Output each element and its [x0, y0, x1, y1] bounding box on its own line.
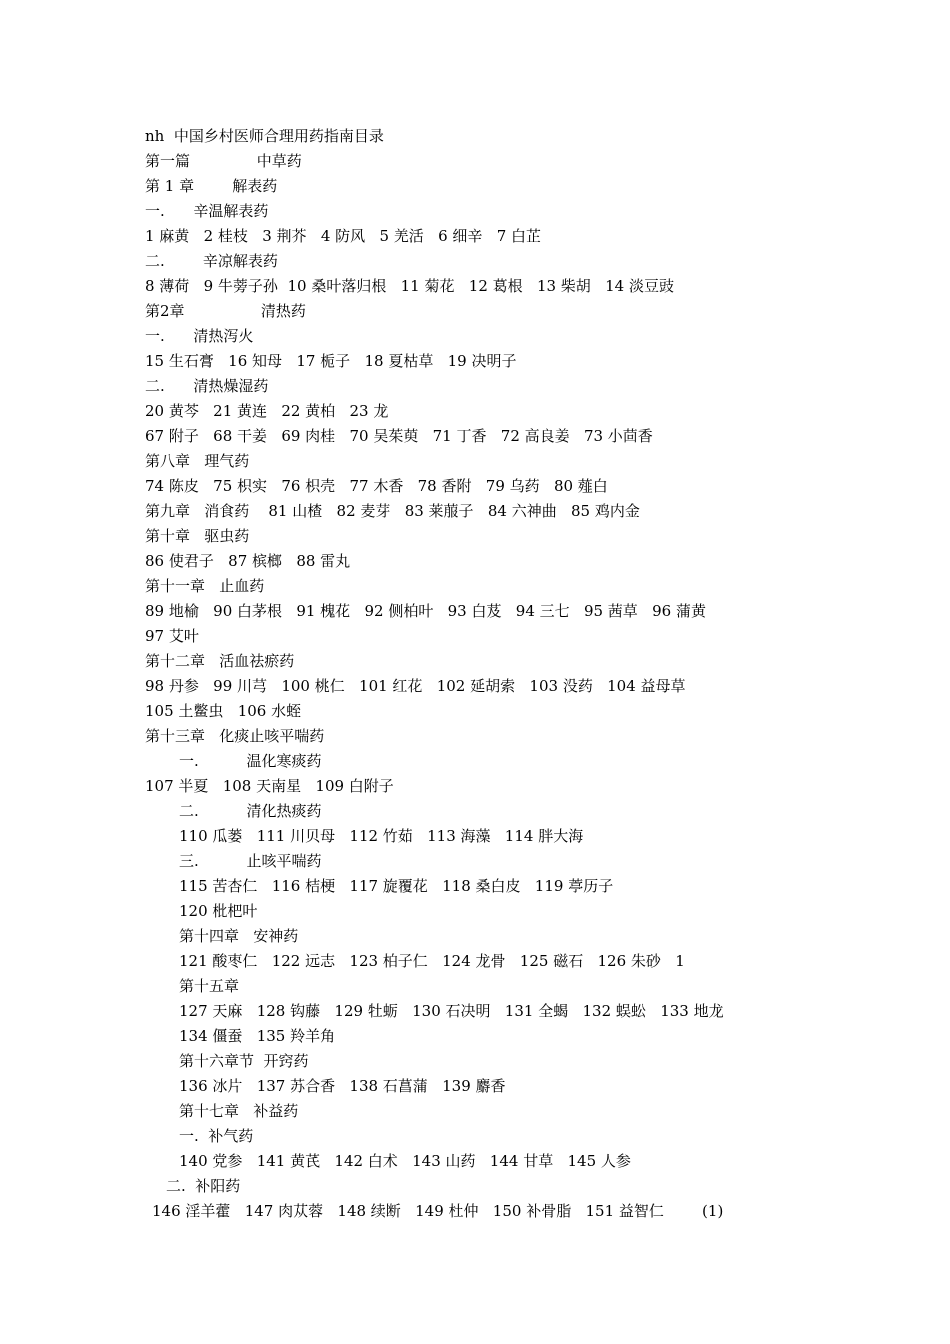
- chapter-heading: 第十二章 活血祛瘀药: [145, 652, 295, 670]
- herb-list-line: 89 地榆 90 白茅根 91 槐花 92 侧柏叶 93 白芨 94 三七 95 茜草 96 蒲黄: [145, 602, 706, 620]
- chapter-heading: 第九章 消食药 81 山楂 82 麦芽 83 莱菔子 84 六神曲 85 鸡内金: [145, 502, 640, 520]
- section-heading: 二. 辛凉解表药: [145, 252, 278, 270]
- document-title: nh 中国乡村医师合理用药指南目录: [145, 127, 384, 145]
- chapter-heading: 第八章 理气药: [145, 452, 250, 470]
- chapter-heading: 第十四章 安神药: [179, 927, 299, 945]
- herb-list-line: 121 酸枣仁 122 远志 123 柏子仁 124 龙骨 125 磁石 126 朱砂 1: [179, 952, 685, 970]
- chapter-heading: 第十三章 化痰止咳平喘药: [145, 727, 325, 745]
- chapter-heading: 第十七章 补益药: [179, 1102, 299, 1120]
- section-heading: 三. 止咳平喘药: [179, 852, 322, 870]
- herb-list-line: 98 丹参 99 川芎 100 桃仁 101 红花 102 延胡索 103 没药 104 益母草: [145, 677, 686, 695]
- herb-list-line: 110 瓜蒌 111 川贝母 112 竹茹 113 海藻 114 胖大海: [179, 827, 584, 845]
- chapter-heading: 第十五章: [179, 977, 240, 995]
- herb-list-line: 67 附子 68 干姜 69 肉桂 70 吴茱萸 71 丁香 72 高良姜 73 小茴香: [145, 427, 653, 445]
- herb-list-line: 146 淫羊藿 147 肉苁蓉 148 续断 149 杜仲 150 补骨脂 151 益智仁 (1): [152, 1202, 724, 1220]
- part-heading: 第一篇 中草药: [145, 152, 302, 170]
- herb-list-line: 8 薄荷 9 牛蒡子孙 10 桑叶落归根 11 菊花 12 葛根 13 柴胡 14 淡豆豉: [145, 277, 674, 295]
- herb-list-line: 120 枇杷叶: [179, 902, 258, 920]
- herb-list-line: 107 半夏 108 天南星 109 白附子: [145, 777, 394, 795]
- section-heading: 二. 清化热痰药: [179, 802, 322, 820]
- herb-list-line: 134 僵蚕 135 羚羊角: [179, 1027, 336, 1045]
- chapter-heading: 第十一章 止血药: [145, 577, 265, 595]
- herb-list-line: 140 党参 141 黄芪 142 白术 143 山药 144 甘草 145 人参: [179, 1152, 631, 1170]
- herb-list-line: 86 使君子 87 槟榔 88 雷丸: [145, 552, 351, 570]
- section-heading: 二. 补阳药: [166, 1177, 241, 1195]
- herb-list-line: 97 艾叶: [145, 627, 199, 645]
- herb-list-line: 136 冰片 137 苏合香 138 石菖蒲 139 麝香: [179, 1077, 506, 1095]
- section-heading: 一. 补气药: [179, 1127, 254, 1145]
- herb-list-line: 115 苦杏仁 116 桔梗 117 旋覆花 118 桑白皮 119 葶历子: [179, 877, 614, 895]
- herb-list-line: 1 麻黄 2 桂枝 3 荆芥 4 防风 5 羌活 6 细辛 7 白芷: [145, 227, 542, 245]
- herb-list-line: 105 土鳖虫 106 水蛭: [145, 702, 302, 720]
- herb-list-line: 74 陈皮 75 枳实 76 枳壳 77 木香 78 香附 79 乌药 80 薤白: [145, 477, 608, 495]
- chapter-heading: 第 1 章 解表药: [145, 177, 278, 195]
- chapter-heading: 第十章 驱虫药: [145, 527, 250, 545]
- section-heading: 二. 清热燥湿药: [145, 377, 269, 395]
- section-heading: 一. 清热泻火: [145, 327, 254, 345]
- herb-list-line: 15 生石膏 16 知母 17 栀子 18 夏枯草 19 决明子: [145, 352, 517, 370]
- section-heading: 一. 温化寒痰药: [179, 752, 322, 770]
- chapter-heading: 第十六章节 开窍药: [179, 1052, 309, 1070]
- herb-list-line: 127 天麻 128 钩藤 129 牡蛎 130 石决明 131 全蝎 132 蜈蚣 133 地龙: [179, 1002, 724, 1020]
- herb-list-line: 20 黄芩 21 黄连 22 黄柏 23 龙: [145, 402, 389, 420]
- section-heading: 一. 辛温解表药: [145, 202, 269, 220]
- chapter-heading: 第2章 清热药: [145, 302, 306, 320]
